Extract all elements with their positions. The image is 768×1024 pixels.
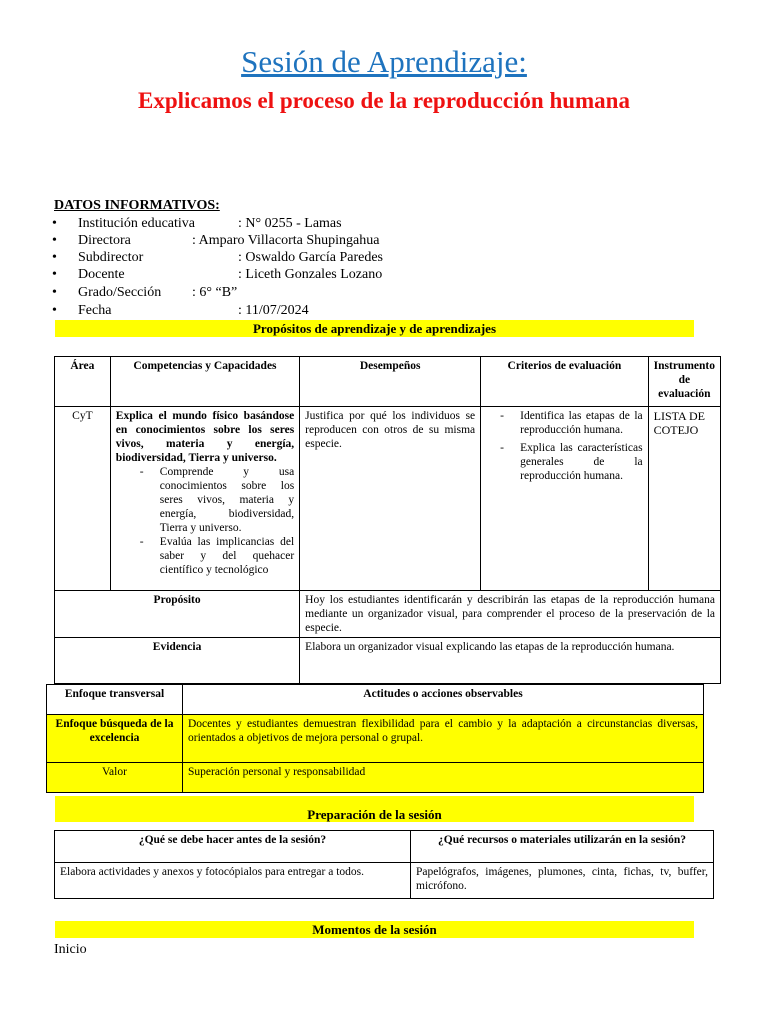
inicio-label: Inicio	[54, 942, 87, 957]
datos-value: : Amparo Villacorta Shupingahua	[192, 233, 380, 248]
bullet-icon: •	[52, 233, 57, 248]
datos-label: Grado/Sección	[78, 285, 162, 300]
antes-header: ¿Qué se debe hacer antes de la sesión?	[55, 831, 411, 863]
area-cell: CyT	[55, 407, 111, 591]
proposito-text: Hoy los estudiantes identificarán y describirán las etapas de la reproducción humana mediante un organizador visual, para comprender el proceso de la preservación de la especie.	[300, 591, 721, 638]
actitudes-header: Actitudes o acciones observables	[183, 685, 704, 715]
datos-value: : 11/07/2024	[238, 303, 309, 318]
datos-value: : N° 0255 - Lamas	[238, 216, 342, 231]
criterios-cell	[481, 407, 648, 591]
datos-value: : Oswaldo García Paredes	[238, 250, 384, 265]
recursos-text: Papelógrafos, imágenes, plumones, cinta, fichas, tv, buffer, micrófono.	[411, 863, 714, 899]
header-instrumento: Instrumento de evaluación	[648, 357, 720, 407]
valor-text: Superación personal y responsabilidad	[183, 763, 704, 793]
criterio-item: - Identifica las etapas de la reproducción humana.	[520, 409, 642, 437]
bullet-icon: •	[52, 285, 57, 300]
page-subtitle: Explicamos el proceso de la reproducción humana	[138, 88, 630, 113]
instrumento-cell: LISTA DE COTEJO	[648, 407, 720, 591]
bullet-icon: •	[52, 250, 57, 265]
bullet-icon: •	[52, 216, 57, 231]
datos-label: Fecha	[78, 303, 112, 318]
enfoque-header: Enfoque transversal	[47, 685, 183, 715]
evidencia-label: Evidencia	[55, 638, 300, 684]
datos-label: Institución educativa	[78, 216, 196, 231]
header-criterios: Criterios de evaluación	[481, 357, 648, 407]
enfoque-table	[46, 684, 704, 793]
competencias-cell	[110, 407, 299, 591]
competencia-text: Explica el mundo físico basándose en conocimientos sobre los seres vivos, materia y energía, biodiversidad, Tierra y universo.	[115, 410, 295, 464]
datos-label: Subdirector	[78, 250, 144, 265]
antes-text: Elabora actividades y anexos y fotocópialos para entregar a todos.	[55, 863, 411, 899]
momentos-band: Momentos de la sesión	[55, 921, 694, 938]
capacidad-item: - Evalúa las implicancias del saber y del quehacer científico y tecnológico	[160, 535, 294, 577]
propositos-table	[54, 356, 721, 684]
recursos-header: ¿Qué recursos o materiales utilizarán en la sesión?	[411, 831, 714, 863]
bullet-icon: •	[52, 267, 57, 282]
header-desempenos: Desempeños	[300, 357, 481, 407]
proposito-label: Propósito	[55, 591, 300, 638]
enfoque-name: Enfoque búsqueda de la excelencia	[47, 715, 183, 763]
desempeno-cell: Justifica por qué los individuos se reproducen con otros de su misma especie.	[300, 407, 481, 591]
datos-value: : 6° “B”	[192, 285, 238, 300]
datos-label: Docente	[78, 267, 125, 282]
preparacion-table	[54, 830, 714, 899]
datos-heading: DATOS INFORMATIVOS:	[54, 198, 220, 213]
datos-value: : Liceth Gonzales Lozano	[238, 267, 383, 282]
enfoque-actitud: Docentes y estudiantes demuestran flexibilidad para el cambio y la adaptación a circunstancias diversas, orientados a objetivos de mejora personal o grupal.	[183, 715, 704, 763]
datos-label: Directora	[78, 233, 131, 248]
propositos-band: Propósitos de aprendizaje y de aprendizajes	[55, 320, 694, 337]
evidencia-text: Elabora un organizador visual explicando las etapas de la reproducción humana.	[300, 638, 721, 684]
page-title: Sesión de Aprendizaje:	[241, 44, 527, 79]
header-competencias: Competencias y Capacidades	[110, 357, 299, 407]
header-area: Área	[55, 357, 111, 407]
criterio-item: - Explica las características generales de la reproducción humana.	[520, 441, 642, 483]
preparacion-band: Preparación de la sesión	[55, 796, 694, 822]
bullet-icon: •	[52, 303, 57, 318]
valor-label: Valor	[47, 763, 183, 793]
capacidad-item: - Comprende y usa conocimientos sobre los seres vivos, materia y energía, biodiversidad, Tierra y universo.	[160, 465, 294, 535]
